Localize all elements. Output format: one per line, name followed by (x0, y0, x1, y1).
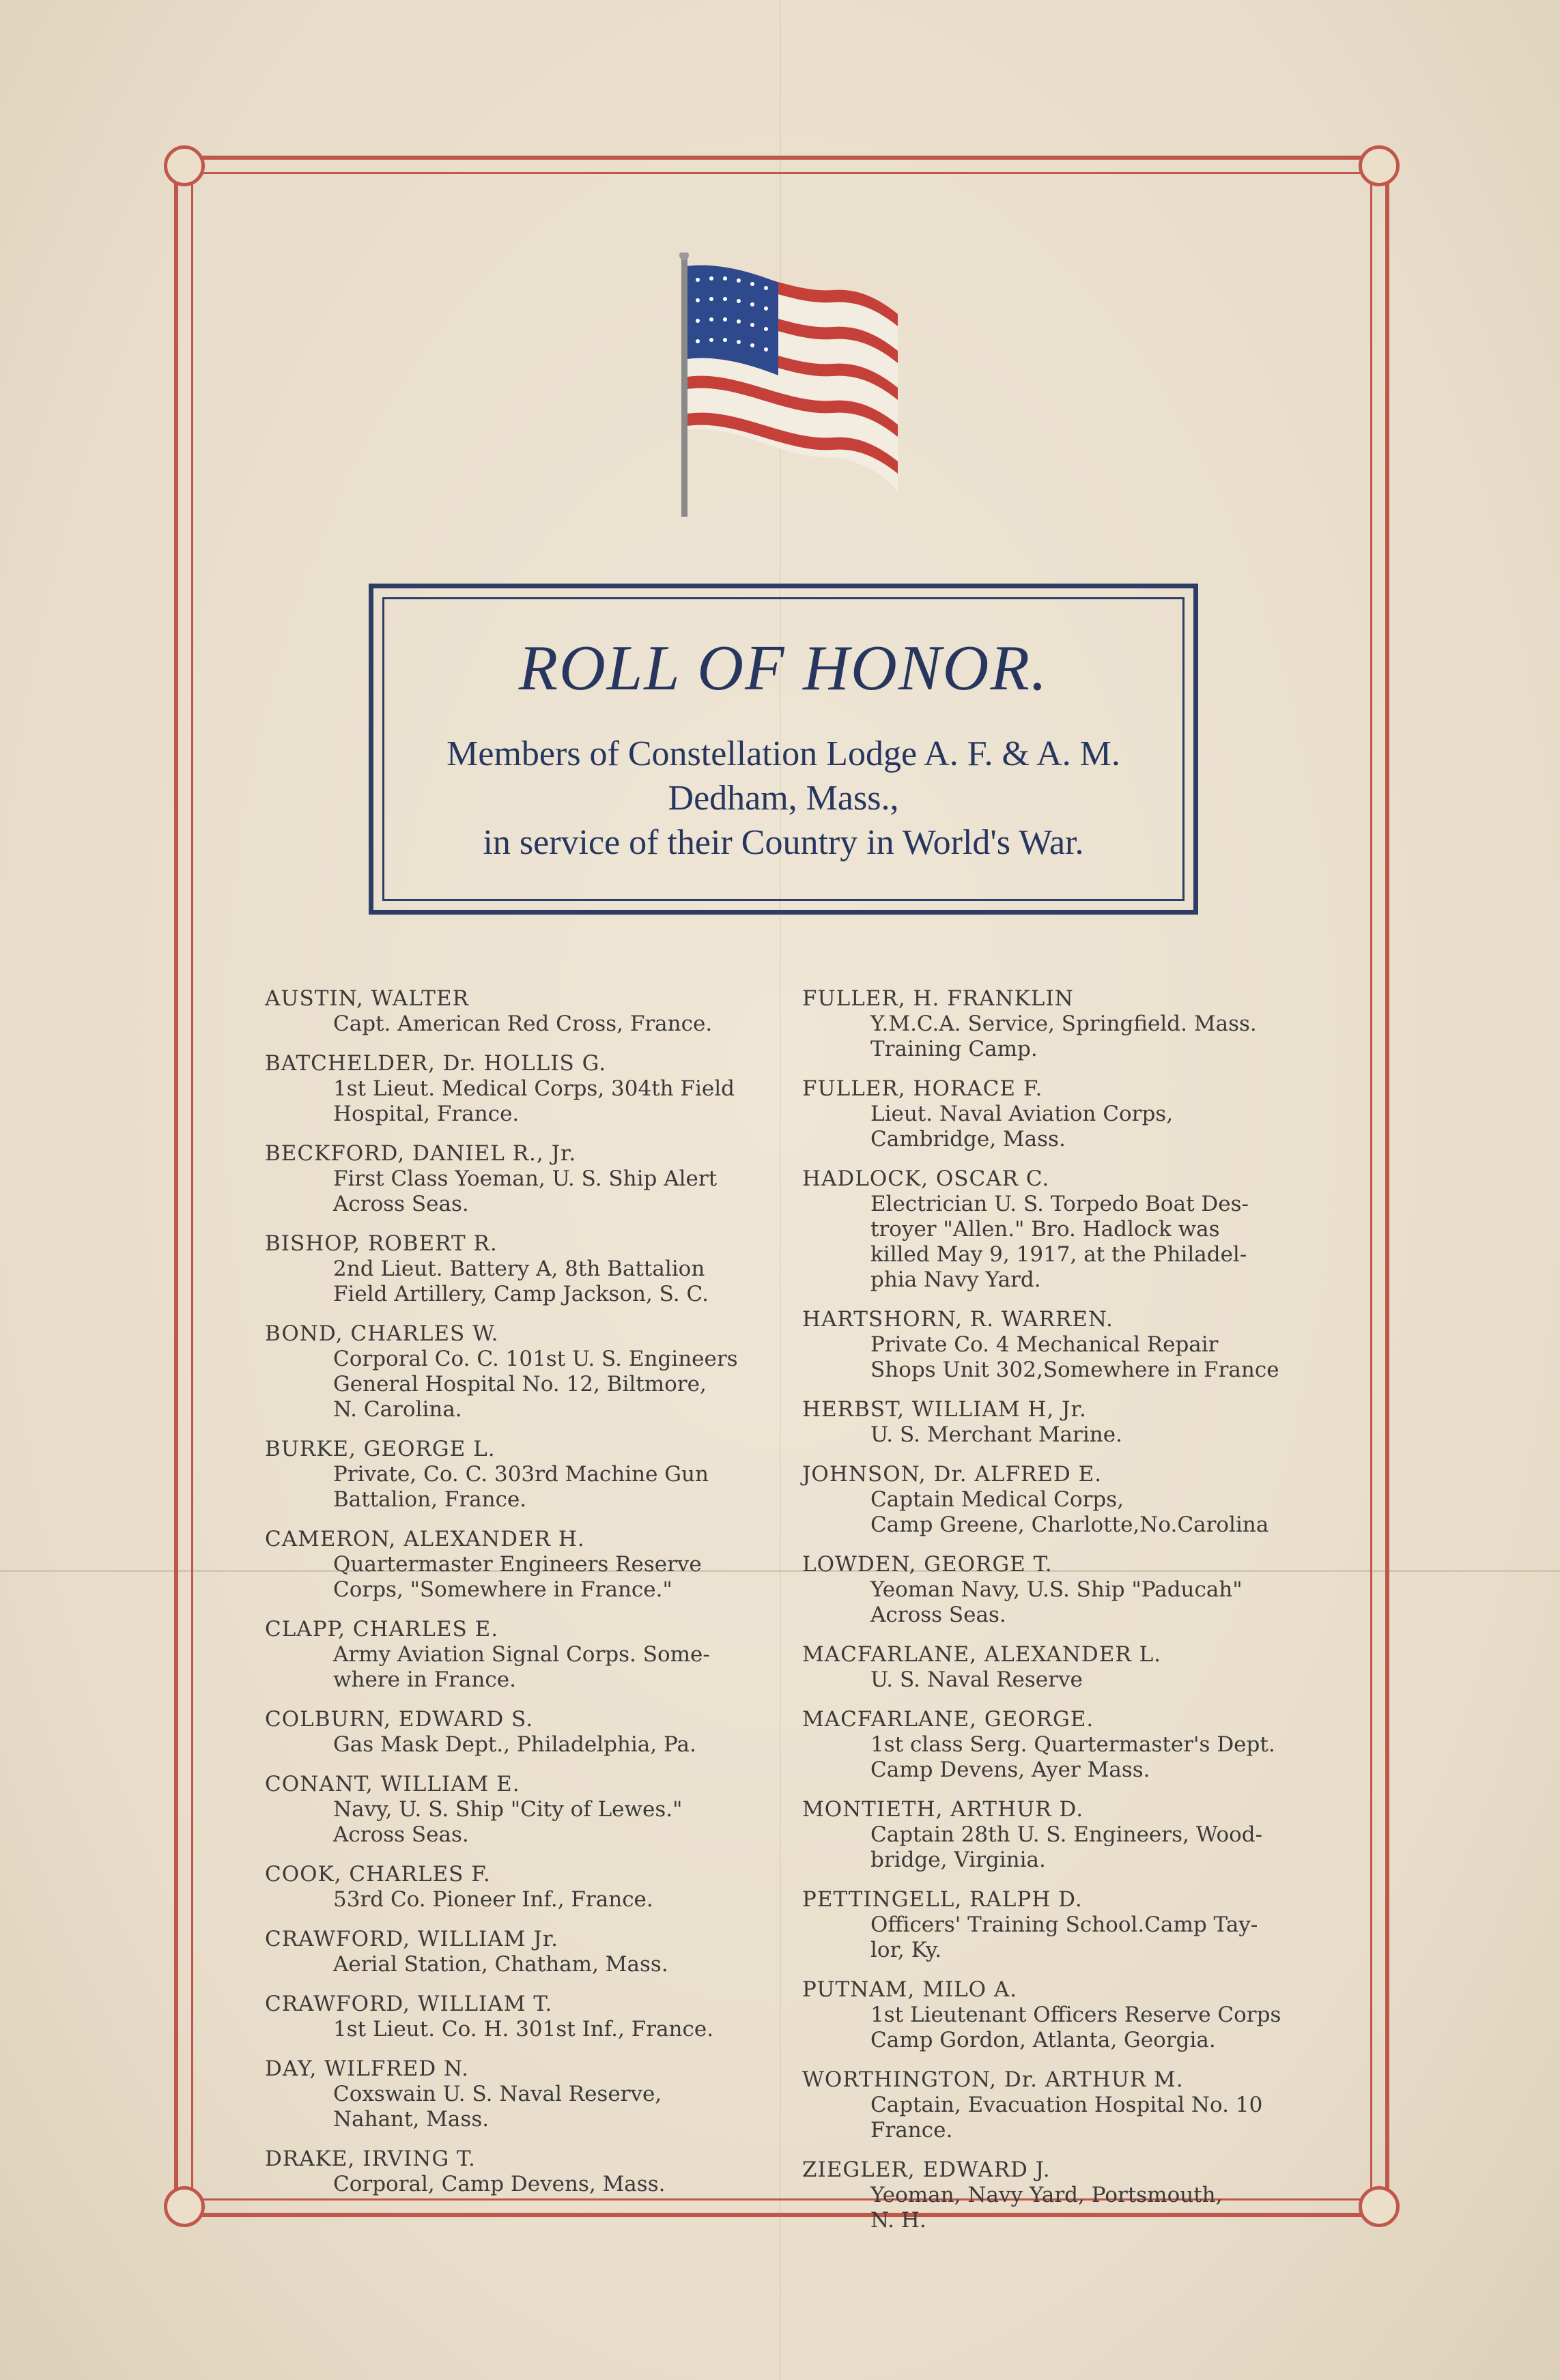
left-column (265, 986, 784, 2211)
member-name: CAMERON, ALEXANDER H. (265, 1527, 585, 1551)
member-service-detail: Private, Co. C. 303rd Machine Gun Battalion, France. (333, 1462, 709, 1512)
list-item (265, 1992, 784, 2042)
member-service-detail: U. S. Merchant Marine. (870, 1422, 1122, 1447)
right-column (802, 986, 1321, 2248)
list-item (265, 2056, 784, 2132)
subtitle-line-1: Members of Constellation Lodge A. F. & A. M. (446, 734, 1120, 773)
list-item (802, 1397, 1321, 1448)
list-item (265, 1141, 784, 1217)
list-item (265, 986, 784, 1037)
member-service-detail: Capt. American Red Cross, France. (333, 1012, 713, 1036)
list-item (802, 1707, 1321, 1783)
member-name: HERBST, WILLIAM H, Jr. (802, 1397, 1087, 1422)
member-service-detail: 1st Lieut. Co. H. 301st Inf., France. (333, 2017, 714, 2041)
subtitle-line-3: in service of their Country in World's War. (483, 823, 1084, 862)
member-service-detail: 1st Lieut. Medical Corps, 304th Field Hospital, France. (333, 1076, 735, 1126)
list-item (802, 1552, 1321, 1628)
member-service-detail: 1st Lieutenant Officers Reserve Corps Camp Gordon, Atlanta, Georgia. (870, 2003, 1281, 2052)
member-name: ZIEGLER, EDWARD J. (802, 2157, 1051, 2182)
list-item (802, 1462, 1321, 1538)
member-name: CRAWFORD, WILLIAM Jr. (265, 1927, 558, 1951)
list-item (802, 1076, 1321, 1152)
member-name: BECKFORD, DANIEL R., Jr. (265, 1141, 577, 1166)
member-name: MACFARLANE, GEORGE. (802, 1707, 1094, 1732)
list-item (802, 2157, 1321, 2233)
member-service-detail: Captain Medical Corps, Camp Greene, Charlotte,No.Carolina (870, 1487, 1269, 1537)
member-name: FULLER, HORACE F. (802, 1076, 1043, 1101)
member-service-detail: Private Co. 4 Mechanical Repair Shops Unit 302,Somewhere in France (870, 1332, 1279, 1382)
title-box (355, 570, 1212, 928)
border-corner-ornament (1359, 2186, 1400, 2227)
member-name: CLAPP, CHARLES E. (265, 1617, 499, 1641)
list-item (802, 1642, 1321, 1693)
member-service-detail: Quartermaster Engineers Reserve Corps, "Somewhere in France." (333, 1552, 702, 1602)
border-corner-ornament (1359, 145, 1400, 186)
list-item (265, 1772, 784, 1848)
member-name: BURKE, GEORGE L. (265, 1437, 496, 1461)
list-item (802, 1887, 1321, 1963)
member-service-detail: Officers' Training School.Camp Tay- lor, Ky. (870, 1912, 1258, 1962)
list-item (265, 1051, 784, 1127)
list-item (265, 1321, 784, 1422)
list-item (802, 1977, 1321, 2053)
member-service-detail: Electrician U. S. Torpedo Boat Des- troyer "Allen." Bro. Hadlock was killed May 9, 1917, at the Philadel- phia Navy Yard. (870, 1192, 1249, 1292)
list-item (265, 1707, 784, 1758)
member-service-detail: U. S. Naval Reserve (870, 1667, 1083, 1692)
member-name: HARTSHORN, R. WARREN. (802, 1307, 1114, 1332)
list-item (802, 1307, 1321, 1383)
member-name: JOHNSON, Dr. ALFRED E. (802, 1462, 1103, 1487)
member-service-detail: First Class Yoeman, U. S. Ship Alert Across Seas. (333, 1166, 718, 1216)
list-item (802, 986, 1321, 1062)
member-service-detail: Army Aviation Signal Corps. Some- where in France. (333, 1642, 710, 1692)
list-item (265, 1862, 784, 1912)
member-name: HADLOCK, OSCAR C. (802, 1166, 1050, 1191)
member-service-detail: Captain 28th U. S. Engineers, Wood- bridge, Virginia. (870, 1822, 1263, 1872)
list-item (265, 1437, 784, 1512)
american-flag-icon (676, 253, 908, 519)
list-item (265, 1617, 784, 1693)
list-item (802, 1166, 1321, 1293)
member-service-detail: Yeoman, Navy Yard, Portsmouth, N. H. (870, 2183, 1223, 2233)
member-name: PETTINGELL, RALPH D. (802, 1887, 1083, 1912)
member-service-detail: Aerial Station, Chatham, Mass. (333, 1952, 668, 1977)
member-name: BOND, CHARLES W. (265, 1321, 499, 1346)
member-service-detail: 2nd Lieut. Battery A, 8th Battalion Field Artillery, Camp Jackson, S. C. (333, 1257, 709, 1306)
member-name: MONTIETH, ARTHUR D. (802, 1797, 1084, 1822)
list-item (265, 1927, 784, 1977)
member-name: BATCHELDER, Dr. HOLLIS G. (265, 1051, 607, 1076)
subtitle-line-2: Dedham, Mass., (668, 779, 899, 818)
member-name: DRAKE, IRVING T. (265, 2147, 476, 2171)
member-name: PUTNAM, MILO A. (802, 1977, 1018, 2002)
member-name: COOK, CHARLES F. (265, 1862, 491, 1887)
member-service-detail: Yeoman Navy, U.S. Ship "Paducah" Across Seas. (870, 1577, 1243, 1627)
member-service-detail: Corporal, Camp Devens, Mass. (333, 2172, 666, 2196)
list-item (802, 2067, 1321, 2143)
list-item (265, 1231, 784, 1307)
member-name: LOWDEN, GEORGE T. (802, 1552, 1053, 1577)
member-service-detail: 53rd Co. Pioneer Inf., France. (333, 1887, 653, 1912)
list-item (802, 1797, 1321, 1873)
member-name: CRAWFORD, WILLIAM T. (265, 1992, 553, 2016)
member-service-detail: Corporal Co. C. 101st U. S. Engineers General Hospital No. 12, Biltmore, N. Carolina. (333, 1347, 738, 1422)
member-name: AUSTIN, WALTER (265, 986, 469, 1011)
member-name: COLBURN, EDWARD S. (265, 1707, 534, 1732)
member-service-detail: Navy, U. S. Ship "City of Lewes." Across Seas. (333, 1797, 683, 1847)
member-name: DAY, WILFRED N. (265, 2056, 470, 2081)
border-corner-ornament (164, 2186, 205, 2227)
member-name: BISHOP, ROBERT R. (265, 1231, 498, 1256)
member-service-detail: Coxswain U. S. Naval Reserve, Nahant, Mass. (333, 2082, 662, 2132)
border-corner-ornament (164, 145, 205, 186)
member-name: CONANT, WILLIAM E. (265, 1772, 520, 1796)
member-service-detail: Captain, Evacuation Hospital No. 10 France. (870, 2093, 1263, 2142)
member-name: MACFARLANE, ALEXANDER L. (802, 1642, 1162, 1667)
list-item (265, 2147, 784, 2197)
member-service-detail: Y.M.C.A. Service, Springfield. Mass. Training Camp. (870, 1012, 1257, 1061)
member-service-detail: 1st class Serg. Quartermaster's Dept. Camp Devens, Ayer Mass. (870, 1732, 1275, 1782)
member-service-detail: Lieut. Naval Aviation Corps, Cambridge, Mass. (870, 1102, 1174, 1151)
member-name: FULLER, H. FRANKLIN (802, 986, 1074, 1011)
member-service-detail: Gas Mask Dept., Philadelphia, Pa. (333, 1732, 696, 1757)
list-item (265, 1527, 784, 1603)
member-name: WORTHINGTON, Dr. ARTHUR M. (802, 2067, 1184, 2092)
page-title: ROLL OF HONOR. (518, 633, 1049, 704)
